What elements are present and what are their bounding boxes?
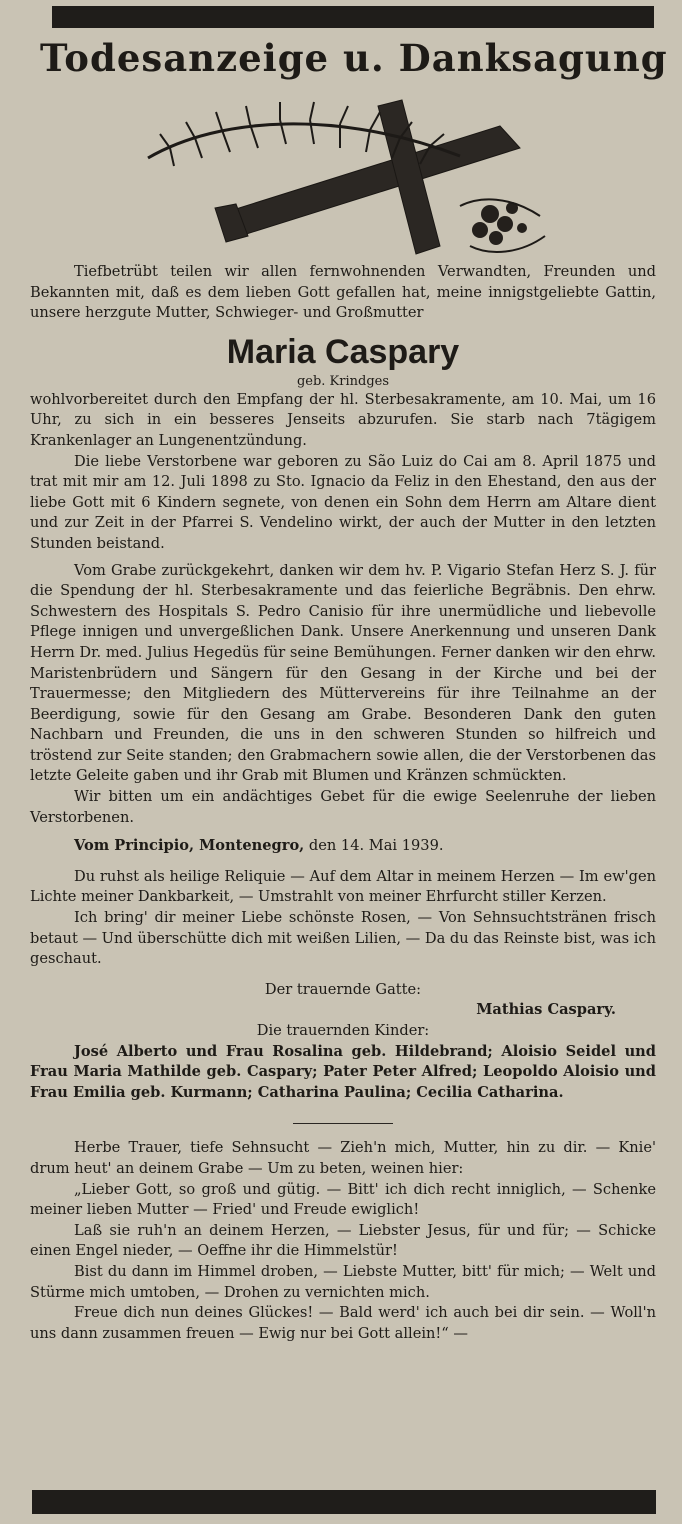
deceased-name: Maria Caspary	[226, 332, 460, 371]
poem-stanza-3: Laß sie ruh'n an deinem Herzen, — Liebster Jesus, für und für; — Schicke einen Engel nieder, — Oeffne ihr die Himmelstür!	[30, 1221, 656, 1260]
husband-name: Mathias Caspary.	[476, 1001, 616, 1019]
notice-title: Todesanzeige u. Danksagung	[40, 36, 668, 80]
poem-stanza-1: Herbe Trauer, tiefe Sehnsucht — Zieh'n mich, Mutter, hin zu dir. — Knie' drum heut' an deinem Grabe — Um zu beten, weinen hier:	[30, 1139, 656, 1177]
verse-two: Ich bring' dir meiner Liebe schönste Rosen, — Von Sehnsuchtstränen frisch betaut — Und überschütte dich mit weißen Lilien, — Da du das Reinste bist, was ich geschaut.	[30, 909, 656, 968]
death-paragraph: wohlvorbereitet durch den Empfang der hl. Sterbesakramente, am 10. Mai, um 16 Uhr, zu sich in ein besseres Jenseits abzurufen. Sie starb nach 7tägigem Krankenlager an Lungenentzündung.	[30, 390, 656, 449]
divider-line	[293, 1123, 393, 1124]
date: den 14. Mai 1939.	[308, 837, 444, 855]
palm-and-cross-icon	[140, 96, 570, 266]
biography-paragraph: Die liebe Verstorbene war geboren zu São Luiz do Cai am 8. April 1875 und trat mit mir am 12. Juli 1898 zu Sto. Ignacio da Feliz in den Ehestand, den aus der liebe Gott mit 6 Kindern segnete, von denen ein Sohn dem Herrn am Altare dient und zur Zeit in der Pfarrei S. Vendelino wirkt, der auch der Mutter in den letzten Stunden beistand.	[30, 452, 656, 552]
children-label: Die trauernden Kinder:	[256, 1022, 430, 1039]
thanks-paragraph: Vom Grabe zurückgekehrt, danken wir dem hv. P. Vigario Stefan Herz S. J. für die Spendung der hl. Sterbesakramente und das feierliche Begräbnis. Den ehrw. Schwestern des Hospitals S. Pedro Canisio für ihre unermüdliche und liebevolle Pflege innigen und unvergeßlichen Dank. Unsere Anerkennung und unseren Dank Herrn Dr. med. Julius Hegedüs für seine Bemühungen. Ferner danken wir den ehrw. Maristenbrüdern und Sängern für den Gesang in der Kirche und bei der Trauermesse; den Mitgliedern des Müttervereins für ihre Teilnahme an der Beerdigung, sowie für den Gesang am Grabe. Besonderen Dank den guten Nachbarn und Freunden, die uns in den schweren Stunden so hilfreich und tröstend zur Seite standen; den Grabmachern sowie allen, die der Verstorbenen das letzte Geleite gaben und ihr Grab mit Blumen und Kränzen schmückten.	[30, 561, 656, 785]
prayer-request: Wir bitten um ein andächtiges Gebet für die ewige Seelenruhe der lieben Verstorbenen.	[30, 788, 656, 826]
poem-stanza-5: Freue dich nun deines Glückes! — Bald werd' ich auch bei dir sein. — Woll'n uns dann zusammen freuen — Ewig nur bei Gott allein!“ —	[30, 1304, 656, 1342]
poem-stanza-4: Bist du dann im Himmel droben, — Liebste Mutter, bitt' für mich; — Welt und Stürme mich umtoben, — Drohen zu vernichten mich.	[30, 1262, 656, 1301]
bottom-black-rule	[32, 1490, 656, 1514]
top-black-rule	[52, 6, 654, 28]
children-names: José Alberto und Frau Rosalina geb. Hildebrand; Aloisio Seidel und Frau Maria Mathilde geb. Caspary; Pater Peter Alfred; Leopoldo Aloisio und Frau Emilia geb. Kurmann; Catharina Paulina; Cecilia Catharina.	[30, 1042, 656, 1101]
maiden-name: geb. Krindges	[296, 373, 390, 389]
notice-body	[30, 262, 656, 1344]
place: Vom Principio, Montenegro,	[74, 837, 305, 855]
husband-label: Der trauernde Gatte:	[264, 980, 422, 998]
place-and-date	[30, 836, 656, 857]
verse-one: Du ruhst als heilige Reliquie — Auf dem Altar in meinem Herzen — Im ew'gen Lichte meiner Dankbarkeit, — Umstrahlt von meiner Ehrfurcht stiller Kerzen.	[30, 867, 656, 906]
intro-paragraph: Tiefbetrübt teilen wir allen fernwohnenden Verwandten, Freunden und Bekannten mit, daß es dem lieben Gott gefallen hat, meine innigstgeliebte Gattin, unsere herzgute Mutter, Schwieger- und Großmutter	[30, 263, 656, 322]
poem-stanza-2: „Lieber Gott, so groß und gütig. — Bitt' ich dich recht inniglich, — Schenke meiner lieben Mutter — Fried' und Freude ewiglich!	[30, 1180, 656, 1219]
